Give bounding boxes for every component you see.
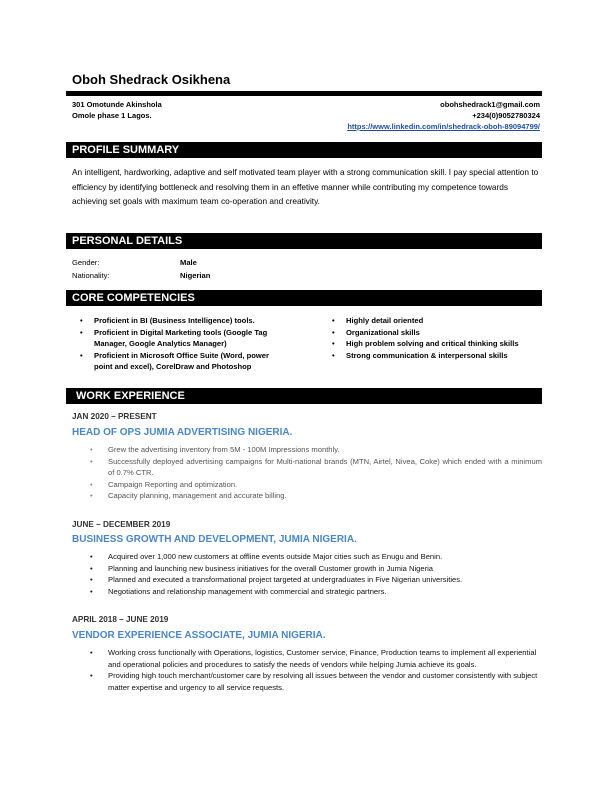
phone-number: +234(0)9052780324 [472,111,540,120]
job-bullet: • Providing high touch merchant/customer care by resolving all issues between the vendor and customer consistently with subject matter expertise and urgency to all service requests. [90,670,542,693]
job-2-bullets [90,551,542,597]
job-bullet: • Negotiations and relationship management with commercial and strategic partners. [90,586,542,598]
job-bullet: • Working cross functionally with Operations, logistics, Customer service, Finance, Production teams to implement all experiential and operational policies and procedures to satisfy the needs of vendors while helping Jumia achieve its goals. [90,647,542,670]
job-1-bullets [90,444,542,502]
gender-value: Male [180,258,197,267]
job-3-dates: APRIL 2018 – JUNE 2019 [72,615,169,624]
linkedin-link[interactable]: https://www.linkedin.com/in/shedrack-oboh-89094799/ [347,122,540,131]
competency-item: • Proficient in Microsoft Office Suite (Word, power point and excel), CorelDraw and Photoshop [74,350,274,373]
job-bullet: • Capacity planning, management and accurate billing. [90,490,542,502]
competency-item: • Proficient in BI (Business Intelligence) tools. [74,315,274,327]
work-experience-heading: WORK EXPERIENCE [66,388,542,404]
header-rule [66,91,542,96]
gender-label: Gender: [72,258,100,267]
email-address[interactable]: obohshedrack1@gmail.com [440,100,540,109]
competencies-list-left [74,315,274,373]
profile-summary-heading: PROFILE SUMMARY [66,142,542,158]
job-bullet: • Grew the advertising inventory from 5M - 100M Impressions monthly. [90,444,542,456]
competency-item: • Highly detail oriented [326,315,546,327]
job-bullet: • Planning and launching new business initiatives for the overall Customer growth in Jumia Nigeria [90,563,542,575]
job-bullet: • Planned and executed a transformational project targeted at undergraduates in Five Nigerian universities. [90,574,542,586]
candidate-name: Oboh Shedrack Osikhena [72,72,231,87]
profile-summary-text: An intelligent, hardworking, adaptive and self motivated team player with a strong communication skill. I pay special attention to efficiency by identifying bottleneck and resolving them in an effetive manner while contributing my competence towards achieving set goals with maximum team co-operation and creativity. [72,167,539,207]
address-line-2: Omole phase 1 Lagos. [72,111,152,120]
competency-item: • Strong communication & interpersonal skills [326,350,546,362]
job-3-title: VENDOR EXPERIENCE ASSOCIATE, JUMIA NIGERIA. [72,630,326,641]
address-line-1: 301 Omotunde Akinshola [72,100,162,109]
job-bullet: • Campaign Reporting and optimization. [90,479,542,491]
competency-item: • Organizational skills [326,327,546,339]
job-bullet: • Successfully deployed advertising campaigns for Multi-national brands (MTN, Airtel, Nivea, Coke) which ended with a minimum of 0.7% CTR. [90,456,542,479]
core-competencies-heading: CORE COMPETENCIES [66,290,542,306]
job-3-bullets [90,647,542,693]
nationality-value: Nigerian [180,271,211,280]
personal-details-heading: PERSONAL DETAILS [66,233,542,249]
job-1-dates: JAN 2020 – PRESENT [72,412,157,421]
job-2-title: BUSINESS GROWTH AND DEVELOPMENT, JUMIA NIGERIA. [72,534,357,545]
competencies-list-right [326,315,546,361]
competency-item: • High problem solving and critical thinking skills [326,338,546,350]
job-bullet: • Acquired over 1,000 new customers at offline events outside Major cities such as Enugu and Benin. [90,551,542,563]
nationality-label: Nationality: [72,271,110,280]
job-1-title: HEAD OF OPS JUMIA ADVERTISING NIGERIA. [72,427,293,438]
competency-item: • Proficient in Digital Marketing tools (Google Tag Manager, Google Analytics Manager) [74,327,274,350]
job-2-dates: JUNE – DECEMBER 2019 [72,520,171,529]
